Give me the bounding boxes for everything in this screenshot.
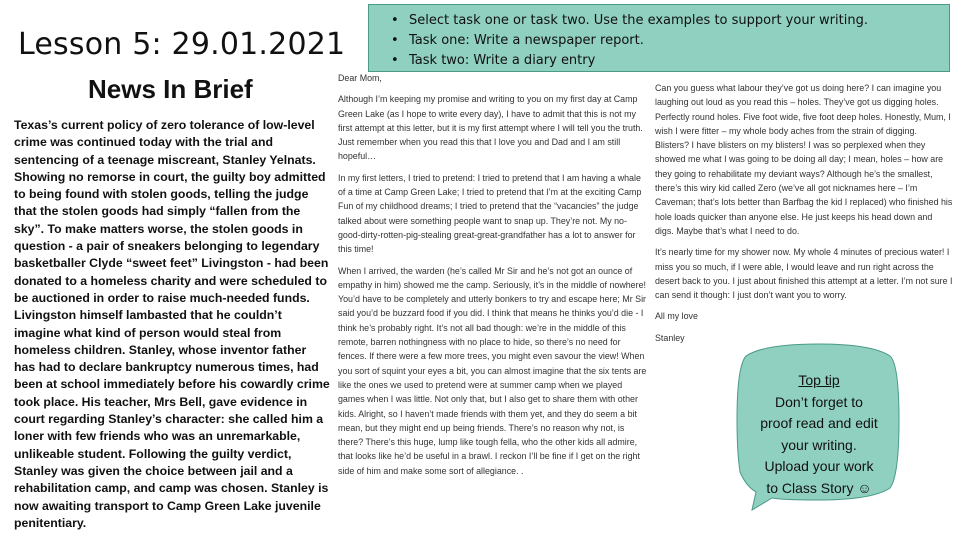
task-list	[391, 11, 939, 71]
task-two: • Task two: Write a diary entry	[391, 51, 939, 71]
top-tip-line: your writing.	[781, 436, 857, 453]
letter-signoff: All my love	[655, 311, 698, 322]
letter-greeting: Dear Mom,	[338, 73, 382, 83]
top-tip-callout	[736, 342, 900, 512]
diary-letter-left-column	[338, 71, 648, 538]
task-instruction: • Select task one or task two. Use the examples to support your writing.	[391, 11, 939, 31]
letter-paragraph: It’s nearly time for my shower now. My whole 4 minutes of precious water! I miss you so much, if I were able, I would leave and run right across the desert back to you. I just about finished this attempt at a letter. I’m not sure I can send it though: I just don’t want you to worry.	[655, 247, 953, 301]
top-tip-heading: Top tip	[798, 372, 840, 388]
letter-paragraph: When I arrived, the warden (he’s called Mr Sir and he’s not got an ounce of empathy in him) showed me the camp. Seriously, it’s in the middle of nowhere! You’d have to be completely and utterly bonkers to try and escape here; Mr Sir said you’d be buzzard food if you did. I think that means he thinks you’d die - I think he’s probably right. It’s not all bad though: we’re in the middle of this remote, barren nothingness with no place to hide, so there’s no need for fences. If there were a few more trees, you might even savour the view! When you sort of squint your eyes a bit, you can almost imagine that the six tents are like the ones we used to pretend were at summer camp when we played games when I was little. Not only that, but I also get to share them with other kids. Alright, so I haven’t made friends with them yet, and they do seem a bit mean, but they might end up being friends. There’s no reason why not, is there? There’s this huge, lump like tough fella, who the other kids all admire, that looks like he’d be useful in a brawl. I reckon I’ll be fine if I get on the right side of him and make some sort of allegiance. .	[338, 265, 647, 476]
news-report-text: Texas’s current policy of zero tolerance of low-level crime was continued today with the trial and sentencing of a teenage miscreant, Stanley Yelnats. Showing no remorse in court, the guilty boy admitted to being found with stolen goods, telling the judge that the stolen goods had simply “fallen from the sky”. To make matters worse, the stolen goods in question - a pair of sneakers belonging to legendary basketballer Clyde “sweet feet” Livingston - had been donated to a homeless charity and were scheduled to be auctioned in order to raise much-needed funds. Livingston himself lambasted that he couldn’t imagine what kind of person would steal from homeless children. Stanley, whose inventor father has had to declare bankruptcy numerous times, had been at school immediately before his cowardly crime took place. His teacher, Mrs Bell, gave evidence in court regarding Stanley’s character: she called him a loner with few friends who was an unremarkable, unlikeable student. Following the guilty verdict, Stanley was given the choice between jail and a rehabilitation camp, and camp was chosen. Stanley is now awaiting transport to Camp Green Lake juvenile penitentiary.	[14, 118, 330, 530]
diary-letter-right-column	[655, 81, 953, 352]
top-tip-line: Upload your work	[764, 458, 874, 475]
top-tip-line: proof read and edit	[760, 415, 878, 432]
news-title: News In Brief	[88, 74, 253, 104]
top-tip-line: Don’t forget to	[775, 393, 863, 410]
letter-paragraph: Can you guess what labour they’ve got us doing here? I can imagine you laughing out loud as you read this – holes. They’ve got us digging holes. Perfectly round holes. Five foot wide, five foot deep holes. Honestly, Mum, I wish I were fitter – my whole body aches from the strain of digging. Blisters? I have blisters on my blisters! I was so perplexed when they showed me what I was going to be doing all day; I mean, holes – how are they going to rehabilitate my deviant ways? Although he’s the smallest, there’s this wiry kid called Zero (we’ve all got nicknames here – I’m Caveman; that’s lots better than Barfbag the kid I replaced) who finished his hole loads quicker than anyone else. He just keeps his head down and digs. Maybe that’s what I need to do.	[655, 83, 953, 236]
letter-paragraph: In my first letters, I tried to pretend: I tried to pretend that I am having a whale of a time at Camp Green Lake; I tried to pretend that I’m at the exciting Camp Fun of my childhood dreams; I tried to pretend that the “vacancies” the judge talked about were something people want to snap up. They’re not. My no-good-dirty-rotten-pig-stealing great-great-grandfather has a lot to answer for this time!	[338, 172, 642, 255]
lesson-title: Lesson 5: 29.01.2021	[18, 27, 346, 62]
task-instructions-box	[368, 4, 950, 72]
top-tip-text	[738, 370, 900, 500]
task-one: • Task one: Write a newspaper report.	[391, 31, 939, 51]
letter-signature: Stanley	[655, 332, 685, 343]
letter-paragraph: Although I’m keeping my promise and writing to you on my first day at Camp Green Lake (as I hope to write every day), I have to admit that this is not my first attempt at this letter, but it is my first attempt where I will tell you the truth. Just remember when you read this that I love you and Dad and I am still hopeful…	[338, 94, 643, 162]
top-tip-line: to Class Story ☺	[766, 479, 872, 496]
